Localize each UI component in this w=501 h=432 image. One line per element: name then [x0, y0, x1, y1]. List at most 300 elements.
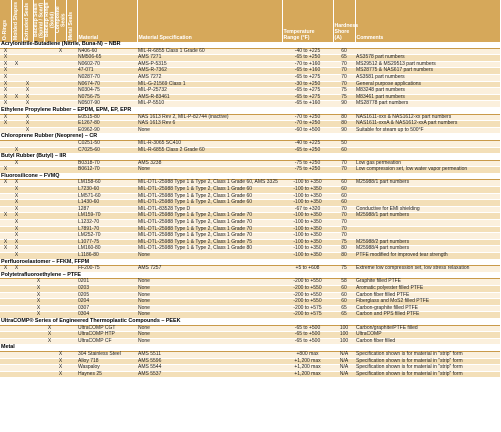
mark-cell [66, 332, 77, 339]
mark-cell [22, 61, 33, 68]
comments-cell: MS28775 & NAS617 part numbers [355, 68, 500, 75]
mark-cell [66, 279, 77, 286]
comments-cell: M83461 part numbers [355, 94, 500, 101]
spec-cell: MIL-P-5510 [137, 101, 282, 108]
mark-cell [66, 180, 77, 187]
section-row [0, 154, 500, 161]
table-row [0, 147, 500, 154]
table-row [0, 338, 500, 345]
comments-cell: Carbon fiber filled [355, 338, 500, 345]
spec-cell: AMS 7271 [137, 55, 282, 62]
mark-cell [66, 48, 77, 55]
temp-cell: +5 to +608 [282, 266, 333, 273]
mark-cell [66, 239, 77, 246]
section-title: Perfluoroelastomer – FFKM, FFPM [0, 259, 500, 266]
section-title: Ethylene Propylene Rubber – EPDM, EPM, EP, EPR [0, 107, 500, 114]
mark-cell [22, 68, 33, 75]
material-cell: UltraCOMP HTP [77, 332, 137, 339]
mark-cell: X [0, 167, 11, 174]
mark-cell [55, 233, 66, 240]
col-header [0, 0, 11, 42]
material-cell: Haynes 25 [77, 371, 137, 378]
mark-cell [44, 61, 55, 68]
mark-cell [33, 74, 44, 81]
comments-cell: Specification shown is for material in "strip" form [355, 371, 500, 378]
temp-cell: -65 to +275 [282, 74, 333, 81]
section-row [0, 134, 500, 141]
temp-cell: -75 to +250 [282, 160, 333, 167]
mark-cell [44, 200, 55, 207]
material-cell: 1287 [77, 206, 137, 213]
mark-cell [33, 94, 44, 101]
mark-cell [0, 292, 11, 299]
mark-cell [33, 160, 44, 167]
mark-cell [44, 114, 55, 121]
hardness-cell: 70 [333, 167, 355, 174]
spec-cell: MIL-DTL-25988 Type 1 & Type 2, Class 1 Grade 80 [137, 246, 282, 253]
temp-cell: -100 to +350 [282, 193, 333, 200]
hardness-cell: 70 [333, 226, 355, 233]
col-header [55, 0, 66, 42]
table-row [0, 48, 500, 55]
mark-cell [44, 305, 55, 312]
material-cell: L1232-70 [77, 220, 137, 227]
mark-cell [11, 325, 22, 332]
mark-cell [44, 292, 55, 299]
mark-cell [11, 81, 22, 88]
mark-cell [44, 365, 55, 372]
mark-cell [11, 292, 22, 299]
mark-cell [55, 299, 66, 306]
mark-cell [0, 358, 11, 365]
mark-cell [55, 180, 66, 187]
mark-cell [0, 325, 11, 332]
mark-cell [22, 299, 33, 306]
material-cell: L7230-60 [77, 187, 137, 194]
mark-cell: X [44, 332, 55, 339]
mark-cell [44, 371, 55, 378]
hardness-cell: 80 [333, 253, 355, 260]
mark-cell [22, 193, 33, 200]
spec-cell: MIL-DTL-83528 Type D [137, 206, 282, 213]
comments-cell [355, 193, 500, 200]
mark-cell [55, 213, 66, 220]
mark-cell [0, 193, 11, 200]
material-cell: E0515-80 [77, 114, 137, 121]
mark-cell: X [55, 365, 66, 372]
temp-cell: -30 to +250 [282, 81, 333, 88]
col-header-label: Extruded Seals [23, 2, 30, 40]
mark-cell [66, 338, 77, 345]
temp-cell: -67 to +320 [282, 206, 333, 213]
comments-cell [355, 226, 500, 233]
spec-cell: MIL-DTL-25988 Type 1 & Type 2, Class 1 Grade 60 [137, 187, 282, 194]
mark-cell: X [33, 312, 44, 319]
comments-cell: Carbon and PPS filled PTFE [355, 312, 500, 319]
temp-cell: -65 to +160 [282, 68, 333, 75]
mark-cell [11, 351, 22, 358]
mark-cell [66, 371, 77, 378]
mark-cell: X [0, 180, 11, 187]
mark-cell: X [33, 279, 44, 286]
comments-cell: Low gas permeation [355, 160, 500, 167]
hardness-cell: 70 [333, 213, 355, 220]
temp-cell: -40 to +225 [282, 140, 333, 147]
comments-cell [355, 140, 500, 147]
mark-cell [22, 325, 33, 332]
hardness-cell: 60 [333, 193, 355, 200]
material-cell: L1430-60 [77, 200, 137, 207]
mark-cell: X [0, 61, 11, 68]
spec-cell: None [137, 338, 282, 345]
mark-cell [44, 68, 55, 75]
mark-cell [11, 299, 22, 306]
mark-cell [22, 187, 33, 194]
comments-cell: M25988/1 part numbers [355, 180, 500, 187]
mark-cell: X [11, 180, 22, 187]
mark-cell: X [0, 101, 11, 108]
hardness-cell: 70 [333, 61, 355, 68]
spec-cell: None [137, 167, 282, 174]
mark-cell [44, 285, 55, 292]
comments-cell: NAS1611-xxx & NAS1612-xx part numbers [355, 114, 500, 121]
spec-cell: AMS-R-83461 [137, 94, 282, 101]
hardness-cell: N/A [333, 358, 355, 365]
mark-cell: X [0, 88, 11, 95]
mark-cell: X [0, 48, 11, 55]
mark-cell [44, 299, 55, 306]
mark-cell [11, 358, 22, 365]
hardness-cell: 80 [333, 114, 355, 121]
temp-cell: -200 to +550 [282, 292, 333, 299]
mark-cell [22, 292, 33, 299]
comments-cell: Suitable for steam up to 500°F [355, 127, 500, 134]
mark-cell: X [55, 351, 66, 358]
mark-cell: X [11, 160, 22, 167]
mark-cell [33, 233, 44, 240]
table-row [0, 88, 500, 95]
comments-cell: UltraCOMP [355, 332, 500, 339]
mark-cell [22, 200, 33, 207]
mark-cell [22, 351, 33, 358]
spec-cell: NAS 1613 Rev 2, MIL-P-82744 (inactive) [137, 114, 282, 121]
spec-cell: MIL-DTL-25988 Type 1 & Type 2, Class 1 Grade 70 [137, 226, 282, 233]
mark-cell [0, 285, 11, 292]
mark-cell [22, 279, 33, 286]
mark-cell [44, 213, 55, 220]
table-header-row [0, 0, 500, 42]
comments-cell [355, 147, 500, 154]
mark-cell [55, 246, 66, 253]
temp-cell: -100 to +350 [282, 246, 333, 253]
mark-cell [22, 48, 33, 55]
hardness-cell: 50 [333, 140, 355, 147]
material-cell: 47-071 [77, 68, 137, 75]
col-header-spec: Material Specification [137, 0, 282, 42]
temp-cell: -100 to +350 [282, 233, 333, 240]
material-cell: N0756-75 [77, 94, 137, 101]
col-header-material: Material [77, 0, 137, 42]
mark-cell: X [55, 48, 66, 55]
spec-cell: MIL-R-3065 SC410 [137, 140, 282, 147]
material-cell: LM159-70 [77, 213, 137, 220]
material-cell: C7025-60 [77, 147, 137, 154]
material-cell: L1077-75 [77, 239, 137, 246]
material-cell: L7891-70 [77, 226, 137, 233]
section-title: Chloroprene Rubber (Neoprene) – CR [0, 134, 500, 141]
spec-cell: AMS 3238 [137, 160, 282, 167]
mark-cell [11, 48, 22, 55]
hardness-cell: 70 [333, 160, 355, 167]
material-cell: B0612-70 [77, 167, 137, 174]
mark-cell [44, 279, 55, 286]
mark-cell: X [11, 187, 22, 194]
mark-cell [33, 213, 44, 220]
col-header-label: Composite Seals [54, 6, 66, 34]
col-header [33, 0, 44, 42]
table-row [0, 74, 500, 81]
temp-cell: -100 to +350 [282, 253, 333, 260]
mark-cell [11, 121, 22, 128]
mark-cell: X [11, 220, 22, 227]
mark-cell [22, 365, 33, 372]
mark-cell [55, 220, 66, 227]
material-cell: NM506-65 [77, 55, 137, 62]
temp-cell: -200 to +575 [282, 312, 333, 319]
mark-cell [22, 160, 33, 167]
spec-cell: AMS-R-7362 [137, 68, 282, 75]
comments-cell: Aromatic polyester filled PTFE [355, 285, 500, 292]
mark-cell [33, 332, 44, 339]
mark-cell [0, 279, 11, 286]
mark-cell [66, 68, 77, 75]
hardness-cell: 60 [333, 292, 355, 299]
mark-cell [55, 226, 66, 233]
table-row [0, 351, 500, 358]
mark-cell [66, 167, 77, 174]
mark-cell [44, 48, 55, 55]
material-cell: LM571-60 [77, 193, 137, 200]
hardness-cell: 65 [333, 312, 355, 319]
mark-cell [33, 239, 44, 246]
mark-cell [55, 114, 66, 121]
comments-cell: Carbon-graphite filled PTFE [355, 305, 500, 312]
mark-cell [33, 140, 44, 147]
spec-cell: None [137, 332, 282, 339]
hardness-cell: 65 [333, 305, 355, 312]
mark-cell [66, 220, 77, 227]
mark-cell [22, 358, 33, 365]
mark-cell [55, 206, 66, 213]
mark-cell [0, 299, 11, 306]
temp-cell: -70 to +160 [282, 61, 333, 68]
hardness-cell: 75 [333, 266, 355, 273]
mark-cell [44, 74, 55, 81]
mark-cell [0, 187, 11, 194]
col-header-temp: Temperature Range (°F) [282, 0, 333, 42]
temp-cell: +1,200 max [282, 358, 333, 365]
comments-cell: Specification shown is for material in "strip" form [355, 358, 500, 365]
mark-cell [66, 200, 77, 207]
spec-cell: NAS 1613 Rev 6 [137, 121, 282, 128]
mark-cell: X [0, 246, 11, 253]
material-cell: C0251-50 [77, 140, 137, 147]
mark-cell [33, 365, 44, 372]
temp-cell: -75 to +250 [282, 167, 333, 174]
table-row [0, 200, 500, 207]
hardness-cell: 90 [333, 127, 355, 134]
material-cell: 0204 [77, 299, 137, 306]
mark-cell [44, 180, 55, 187]
temp-cell: -100 to +350 [282, 213, 333, 220]
temp-cell: -65 to +250 [282, 147, 333, 154]
mark-cell [22, 239, 33, 246]
material-cell: LM160-80 [77, 246, 137, 253]
spec-cell: MIL-DTL-25988 Type 1 & Type 2, Class 1 Grade 75 [137, 239, 282, 246]
mark-cell [0, 332, 11, 339]
spec-cell: MIL-G-21569 Class 1 [137, 81, 282, 88]
mark-cell: X [0, 266, 11, 273]
material-cell: 0201 [77, 279, 137, 286]
col-header [11, 0, 22, 42]
mark-cell: X [33, 305, 44, 312]
mark-cell [44, 358, 55, 365]
mark-cell: X [44, 325, 55, 332]
material-cell: 304 Stainless Steel [77, 351, 137, 358]
mark-cell [66, 305, 77, 312]
temp-cell: -65 to +275 [282, 88, 333, 95]
hardness-cell: 80 [333, 121, 355, 128]
material-cell: LM252-70 [77, 233, 137, 240]
col-header-label: Backup Seals (Spiral / Scarf) [32, 2, 44, 38]
mark-cell [22, 285, 33, 292]
spec-cell: None [137, 279, 282, 286]
hardness-cell: 60 [333, 48, 355, 55]
mark-cell [33, 187, 44, 194]
mark-cell [44, 81, 55, 88]
mark-cell: X [11, 226, 22, 233]
temp-cell: -100 to +350 [282, 200, 333, 207]
hardness-cell: 60 [333, 299, 355, 306]
mark-cell [44, 94, 55, 101]
temp-cell: -200 to +575 [282, 305, 333, 312]
spec-cell: None [137, 127, 282, 134]
comments-cell [355, 220, 500, 227]
spec-cell: AMS 5596 [137, 358, 282, 365]
table-row [0, 325, 500, 332]
mark-cell [22, 305, 33, 312]
spec-cell: MIL-R-6855 Class 2 Grade 60 [137, 147, 282, 154]
mark-cell [55, 187, 66, 194]
spec-cell: None [137, 325, 282, 332]
mark-cell [55, 88, 66, 95]
hardness-cell: 70 [333, 233, 355, 240]
mark-cell [55, 305, 66, 312]
material-cell: N0287-70 [77, 74, 137, 81]
mark-cell [0, 220, 11, 227]
mark-cell [66, 74, 77, 81]
table-row [0, 121, 500, 128]
mark-cell [11, 371, 22, 378]
mark-cell: X [22, 81, 33, 88]
mark-cell [44, 226, 55, 233]
temp-cell: -100 to +350 [282, 239, 333, 246]
mark-cell [44, 55, 55, 62]
mark-cell [66, 193, 77, 200]
mark-cell [55, 239, 66, 246]
comments-cell: General purpose applications [355, 81, 500, 88]
temp-cell: -65 to +500 [282, 325, 333, 332]
spec-cell: MIL-DTL-25988 Type 1 & Type 2, Class 1 Grade 60, AMS 3325 [137, 180, 282, 187]
mark-cell [22, 220, 33, 227]
mark-cell [55, 74, 66, 81]
col-header-label: O-Rings [1, 19, 8, 40]
mark-cell [66, 365, 77, 372]
comments-cell: Low compression set, low water vapor permeation [355, 167, 500, 174]
temp-cell: -70 to +250 [282, 121, 333, 128]
mark-cell: X [55, 358, 66, 365]
section-title: Polytetrafluoroethylene – PTFE [0, 272, 500, 279]
mark-cell [33, 114, 44, 121]
hardness-cell: N/A [333, 365, 355, 372]
hardness-cell: 70 [333, 74, 355, 81]
mark-cell: X [0, 121, 11, 128]
spec-cell: None [137, 285, 282, 292]
hardness-cell: 70 [333, 81, 355, 88]
mark-cell [33, 358, 44, 365]
mark-cell: X [11, 253, 22, 260]
temp-cell: -65 to +500 [282, 332, 333, 339]
mark-cell [66, 233, 77, 240]
mark-cell [55, 325, 66, 332]
mark-cell: X [0, 81, 11, 88]
material-cell: N0304-75 [77, 88, 137, 95]
hardness-cell: 60 [333, 200, 355, 207]
spec-cell: MIL-DTL-25988 Type 1 & Type 2, Class 1 Grade 70 [137, 213, 282, 220]
mark-cell [44, 88, 55, 95]
mark-cell [33, 55, 44, 62]
hardness-cell: N/A [333, 371, 355, 378]
hardness-cell: 65 [333, 55, 355, 62]
temp-cell: -70 to +250 [282, 114, 333, 121]
col-header-label: Molded Shapes [12, 1, 19, 40]
section-title: Fluorosilicone – FVMQ [0, 173, 500, 180]
temp-cell: -65 to +160 [282, 101, 333, 108]
mark-cell [44, 121, 55, 128]
col-header-label: Metal Seals [67, 11, 74, 40]
mark-cell [33, 351, 44, 358]
spec-cell: MIL-DTL-25988 Type 1 & Type 2, Class 1 Grade 70 [137, 220, 282, 227]
spec-cell: AMS 5544 [137, 365, 282, 372]
spec-cell: None [137, 253, 282, 260]
mark-cell [55, 193, 66, 200]
mark-cell [55, 68, 66, 75]
mark-cell [0, 305, 11, 312]
table-row [0, 279, 500, 286]
section-title: Butyl Rubber (Butyl) – IIR [0, 154, 500, 161]
spec-cell: None [137, 305, 282, 312]
mark-cell [22, 206, 33, 213]
mark-cell: X [0, 94, 11, 101]
mark-cell [0, 351, 11, 358]
mark-cell: X [11, 246, 22, 253]
mark-cell [11, 279, 22, 286]
mark-cell [55, 279, 66, 286]
mark-cell: X [44, 338, 55, 345]
mark-cell [33, 206, 44, 213]
mark-cell [44, 351, 55, 358]
section-row [0, 318, 500, 325]
